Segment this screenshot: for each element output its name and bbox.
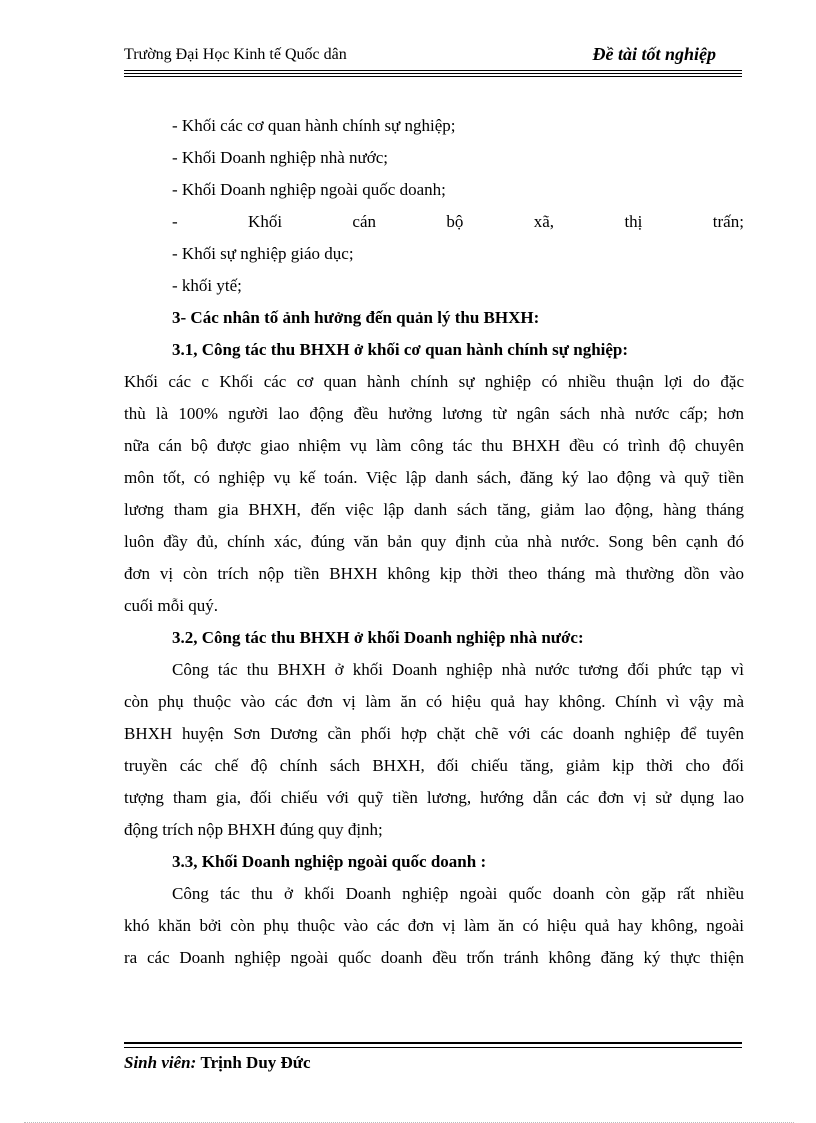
paragraph-line: truyền các chế độ chính sách BHXH, đối chiếu tăng, giảm kịp thời cho đối [124, 756, 744, 775]
subsection-heading: 3.2, Công tác thu BHXH ở khối Doanh nghiệp nhà nước: [172, 628, 584, 647]
subsection-heading: 3.1, Công tác thu BHXH ở khối cơ quan hành chính sự nghiệp: [172, 340, 629, 359]
paragraph-line: luôn đầy đủ, chính xác, đúng văn bản quy định của nhà nước. Song bên cạnh đó [124, 532, 744, 551]
paragraph-line: còn phụ thuộc vào các đơn vị làm ăn có hiệu quả hay không. Chính vì vậy mà [124, 692, 744, 711]
paragraph-line: Công tác thu ở khối Doanh nghiệp ngoài quốc doanh còn gặp rất nhiều [172, 884, 744, 903]
page-header [124, 44, 742, 68]
word: Khối [248, 212, 283, 231]
word: xã, [533, 212, 555, 231]
list-item: - Khối các cơ quan hành chính sự nghiệp; [172, 116, 456, 135]
footer-label: Sinh viên: [124, 1053, 197, 1072]
header-rule-3 [124, 76, 742, 77]
paragraph-line: lương tham gia BHXH, đến việc lập danh sách tăng, giảm lao động, hàng tháng [124, 500, 744, 519]
paragraph-line: Khối các c Khối các cơ quan hành chính sự nghiệp có nhiều thuận lợi do đặc [124, 372, 744, 391]
paragraph-line: ra các Doanh nghiệp ngoài quốc doanh đều trốn tránh không đăng ký thực thiện [124, 948, 744, 967]
paragraph-line: tượng tham gia, đối chiếu với quỹ tiền lương, hướng dẫn các đơn vị sử dụng lao [124, 788, 744, 807]
header-rule-2 [124, 73, 742, 74]
word: - [172, 212, 178, 231]
list-item: - Khối sự nghiệp giáo dục; [172, 244, 354, 263]
list-item: - Khối Doanh nghiệp nhà nước; [172, 148, 389, 167]
header-thesis-title: Đề tài tốt nghiệp [592, 44, 716, 64]
header-university: Trường Đại Học Kinh tế Quốc dân [124, 46, 347, 63]
paragraph-line: nữa cán bộ được giao nhiệm vụ làm công tác thu BHXH đều có trình độ chuyên [124, 436, 744, 455]
section-heading: 3- Các nhân tố ảnh hưởng đến quản lý thu BHXH: [172, 308, 540, 327]
word: bộ [446, 212, 464, 231]
paragraph-line: thù là 100% người lao động đều hưởng lương từ ngân sách nhà nước cấp; hơn [124, 404, 744, 423]
list-item: - khối ytế; [172, 276, 242, 295]
subsection-heading: 3.3, Khối Doanh nghiệp ngoài quốc doanh : [172, 852, 487, 871]
word: thị [624, 212, 643, 231]
header-rule [124, 70, 742, 71]
list-item: - Khối Doanh nghiệp ngoài quốc doanh; [172, 180, 446, 199]
page-footer [124, 1053, 311, 1073]
word: cán [352, 212, 377, 231]
paragraph-line: đơn vị còn trích nộp tiền BHXH không kịp thời theo tháng mà thường dồn vào [124, 564, 744, 583]
footer-rule-2 [124, 1047, 742, 1048]
footer-student-name: Trịnh Duy Đức [200, 1053, 311, 1072]
paragraph-line: cuối mỗi quý. [124, 596, 218, 615]
list-item-spread [124, 206, 744, 238]
document-body [124, 110, 744, 974]
word: trấn; [712, 212, 744, 231]
footer-rule [124, 1042, 742, 1044]
paragraph-line: môn tốt, có nghiệp vụ kế toán. Việc lập danh sách, đăng ký lao động và quỹ tiền [124, 468, 744, 487]
paragraph-line: động trích nộp BHXH đúng quy định; [124, 820, 383, 839]
paragraph-line: Công tác thu BHXH ở khối Doanh nghiệp nhà nước tương đối phức tạp vì [172, 660, 744, 679]
paragraph-line: khó khăn bởi còn phụ thuộc vào các đơn vị làm ăn có hiệu quả hay không, ngoài [124, 916, 744, 935]
paragraph-line: BHXH huyện Sơn Dương cần phối hợp chặt chẽ với các doanh nghiệp để tuyên [124, 724, 744, 743]
